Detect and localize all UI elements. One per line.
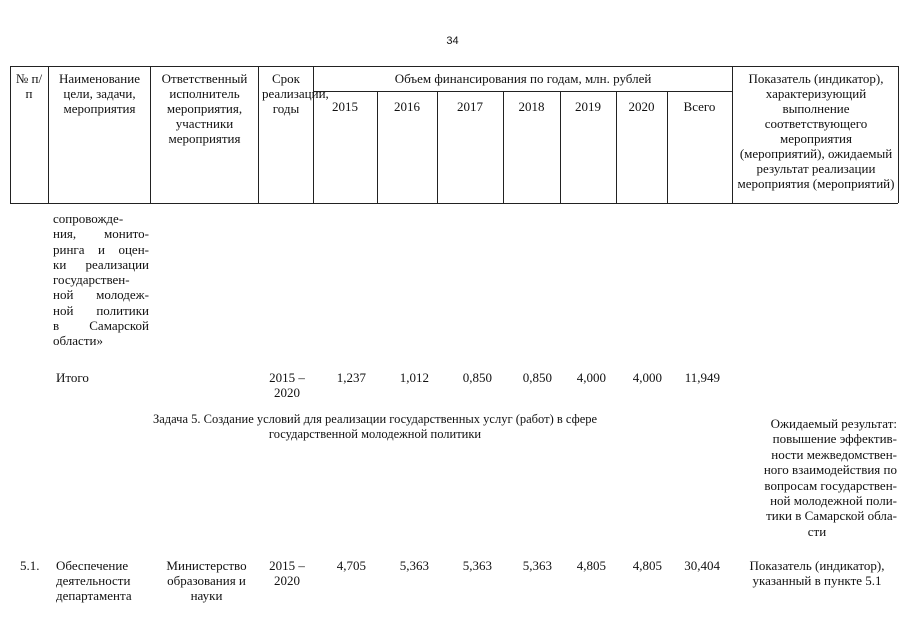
continuation-line: ринга и оцен- <box>53 241 149 257</box>
header-year-2015: 2015 <box>332 99 358 114</box>
continuation-text <box>53 211 149 349</box>
row-5-1-term: 2015 – 2020 <box>269 558 305 588</box>
header-total: Всего <box>683 99 716 114</box>
page-number: 34 <box>446 35 459 47</box>
header-year-2017: 2017 <box>457 99 483 114</box>
row-5-1-indicator: Показатель (индикатор), указанный в пункте 5.1 <box>749 558 885 588</box>
row-5-1-value-2020: 4,805 <box>632 558 662 573</box>
header-term: Срок реализации, годы <box>262 71 329 116</box>
continuation-line: ния, монито- <box>53 226 149 242</box>
header-year-2018: 2018 <box>518 99 545 114</box>
expected-line: сти <box>807 523 827 539</box>
header-year-2020: 2020 <box>628 99 655 114</box>
header-indicator: Показатель (индикатор), характеризующий выполнение соответствующего мероприятия (мероприятий), ожидаемый результат реализации мероприятия (мероприятий) <box>737 71 895 191</box>
expected-line: ной молодежной поли- <box>770 493 897 509</box>
expected-line: повышение эффектив- <box>772 431 897 447</box>
continuation-line: ки реализации <box>53 256 149 272</box>
row-5-1-value-2016: 5,363 <box>399 558 429 573</box>
continuation-line: сопровожде- <box>53 211 124 226</box>
total-value-2017: 0,850 <box>462 370 492 385</box>
expected-line: ности межведомствен- <box>771 446 897 462</box>
row-5-1-value-2017: 5,363 <box>462 558 492 573</box>
total-value-2016: 1,012 <box>399 370 429 385</box>
header-name: Наименование цели, задачи, мероприятия <box>59 71 140 116</box>
total-label: Итого <box>56 370 89 385</box>
row-5-1-value-all: 30,404 <box>684 558 720 573</box>
header-year-2019: 2019 <box>575 99 601 114</box>
total-value-2020: 4,000 <box>632 370 662 385</box>
header-num: № п/п <box>15 71 43 101</box>
expected-line: вопросам государствен- <box>764 477 897 493</box>
continuation-line: ной молодеж- <box>53 287 149 303</box>
task5-title: Задача 5. Создание условий для реализации государственных услуг (работ) в сфере государственной молодежной политики <box>152 412 598 441</box>
header-financing: Объем финансирования по годам, млн. рублей <box>394 71 652 86</box>
header-year-2016: 2016 <box>394 99 420 114</box>
total-value-all: 11,949 <box>684 370 720 385</box>
continuation-line: ной политики <box>53 302 149 318</box>
total-value-2015: 1,237 <box>336 370 366 385</box>
total-value-2018: 0,850 <box>522 370 552 385</box>
expected-line: Ожидаемый результат: <box>770 416 897 431</box>
header-executor: Ответственный исполнитель мероприятия, участники мероприятия <box>161 71 248 146</box>
task5-expected-result <box>737 416 897 539</box>
total-value-2019: 4,000 <box>576 370 606 385</box>
continuation-line: области» <box>53 333 103 349</box>
continuation-line: в Самарской <box>53 318 149 334</box>
row-5-1-name: Обеспечение деятельности департамента <box>56 558 132 603</box>
expected-line: тики в Самарской обла- <box>766 508 897 524</box>
row-5-1-value-2018: 5,363 <box>522 558 552 573</box>
continuation-line: государствен- <box>53 272 130 288</box>
row-5-1-value-2015: 4,705 <box>336 558 366 573</box>
row-5-1-executor: Министерство образования и науки <box>166 558 247 603</box>
expected-line: ного взаимодействия по <box>763 462 897 478</box>
row-5-1-value-2019: 4,805 <box>576 558 606 573</box>
total-term: 2015 – 2020 <box>269 370 305 400</box>
row-5-1-num: 5.1. <box>20 558 40 573</box>
